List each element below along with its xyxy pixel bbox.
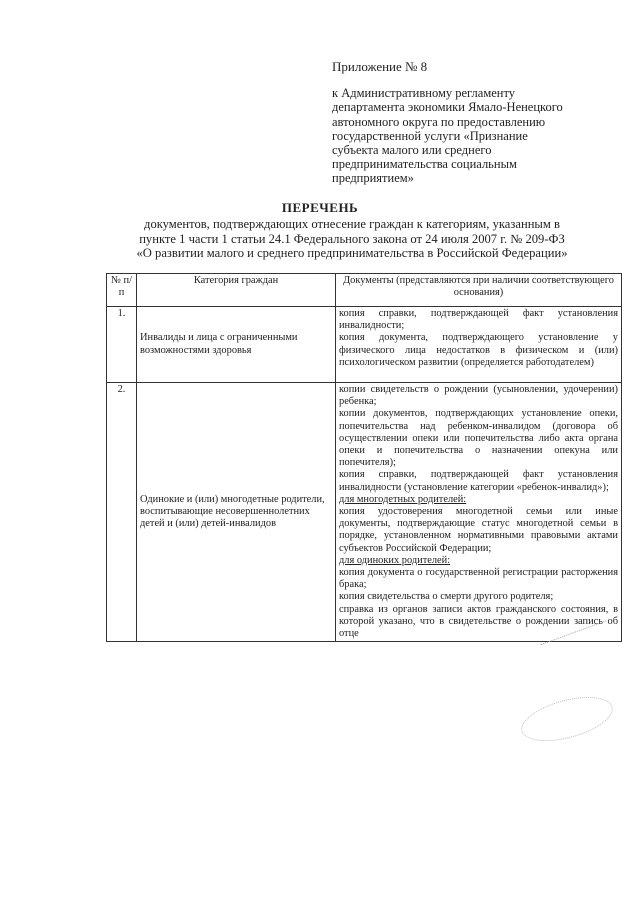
appendix-block <box>332 60 612 186</box>
appendix-heading: Приложение № 8 <box>332 59 428 74</box>
table-row <box>107 383 622 642</box>
doc-group-label: для одиноких родителей: <box>339 554 451 566</box>
subtitle-line: «О развитии малого и среднего предпринимательства в Российской Федерации» <box>136 246 568 261</box>
row-documents <box>336 307 622 383</box>
header-documents: Документы (представляются при наличии соответствующего основания) <box>336 274 622 307</box>
doc-item: копия свидетельства о смерти другого родителя; <box>339 591 554 603</box>
appendix-line: субъекта малого или среднего <box>332 143 492 158</box>
header-category: Категория граждан <box>137 274 336 307</box>
header-num: № п/п <box>107 274 137 307</box>
doc-item: копии документов, подтверждающих установление опеки, попечительства над ребенком-инвалидом (договора об осуществлении опеки или попечительства либо акта органа опеки и попечительства о назначении опекуна или попечителя); <box>339 408 618 469</box>
appendix-line: к Административному регламенту <box>332 86 516 101</box>
row-num: 2. <box>107 383 137 642</box>
row-num: 1. <box>107 307 137 383</box>
subtitle-line: пункте 1 части 1 статьи 24.1 Федерального закона от 24 июля 2007 г. № 209-ФЗ <box>139 231 565 246</box>
table-row <box>107 307 622 383</box>
doc-item: копия документа, подтверждающего установление у физического лица недостатков в физическом и (или) психологическом развитии (определяется работодателем) <box>339 332 618 368</box>
document-title: ПЕРЕЧЕНЬ <box>281 200 359 215</box>
appendix-line: государственной услуги «Признание <box>332 128 528 143</box>
doc-item: копия справки, подтверждающей факт установления инвалидности; <box>339 308 618 332</box>
doc-item: копия документа о государственной регистрации расторжения брака; <box>339 567 618 591</box>
doc-item: справка из органов записи актов гражданского состояния, в которой указано, что в свидетельстве о рождении запись об отце <box>339 603 618 640</box>
subtitle-line: документов, подтверждающих отнесение граждан к категориям, указанным в <box>144 217 560 231</box>
doc-item: копии свидетельств о рождении (усыновлении, удочерении) ребенка; <box>339 384 618 408</box>
appendix-line: автономного округа по предоставлению <box>332 114 546 129</box>
row-category: Одинокие и (или) многодетные родители, воспитывающие несовершеннолетних детей и (или) детей-инвалидов <box>137 383 336 642</box>
appendix-line: предпринимательства социальным <box>332 157 517 172</box>
row-documents <box>336 383 622 642</box>
row-category: Инвалиды и лица с ограниченными возможностями здоровья <box>137 307 336 383</box>
appendix-line: департамента экономики Ямало-Ненецкого <box>332 100 563 115</box>
doc-group-label: для многодетных родителей: <box>339 493 467 505</box>
document-subtitle <box>96 217 608 261</box>
stamp-mark <box>517 688 618 749</box>
doc-item: копия удостоверения многодетной семьи или иные документы, подтверждающие статус многодетной семьи в порядке, установленном нормативными правовыми актами субъектов Российской Федерации; <box>339 506 618 554</box>
table-header-row <box>107 274 622 307</box>
appendix-line: предприятием» <box>332 171 414 186</box>
documents-table <box>106 273 622 642</box>
doc-item: копия справки, подтверждающей факт установления инвалидности (установление категории «ребенок-инвалид»); <box>339 469 618 493</box>
